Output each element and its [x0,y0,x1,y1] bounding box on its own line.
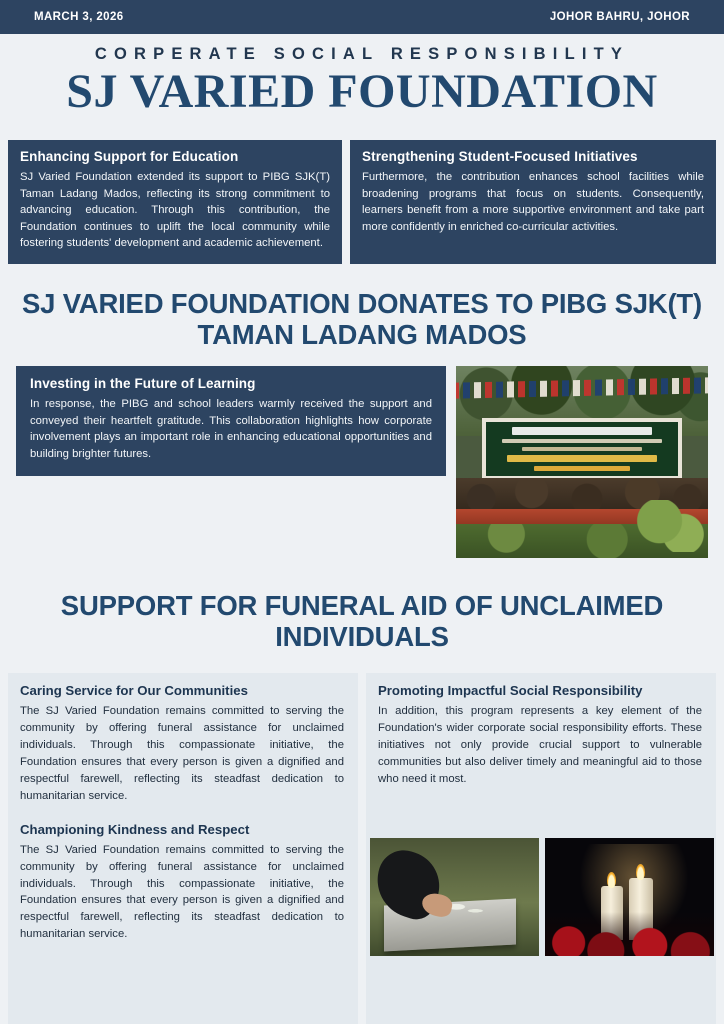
section-2-photo-pair [370,838,714,956]
signboard-line-3 [522,447,642,451]
masthead-kicker: CORPERATE SOCIAL RESPONSIBILITY [94,45,630,63]
championing-kindness-title: Championing Kindness and Respect [20,821,250,837]
masthead [0,34,724,117]
signboard-line-2 [502,439,662,443]
top-box-education [8,140,342,264]
top-box-education-title: Enhancing Support for Education [20,149,239,164]
issue-location: JOHOR BAHRU, JOHOR [549,11,690,23]
school-signboard-photo-art [456,366,708,558]
signboard-line-1 [512,427,652,435]
top-box-student-initiatives-body: Furthermore, the contribution enhances school facilities while broadening programs that focus on students. Consequently, learners benefit from a more supportive environment and take part more confidently in enriched co-curricular activities. [362,171,704,233]
top-box-education-body: SJ Varied Foundation extended its support to PIBG SJK(T) Taman Ladang Mados, reflecting its strong commitment to advancing education. Through this contribution, the Foundation continues to uplift the local community while fostering students' development and academic achievement. [20,171,330,250]
impactful-responsibility-title: Promoting Impactful Social Responsibility [378,683,643,698]
top-box-student-initiatives-title: Strengthening Student-Focused Initiatives [362,149,638,164]
red-roses [545,912,714,956]
section-1-box-title: Investing in the Future of Learning [30,376,256,391]
signboard-line-5 [534,466,630,471]
section-1-box [16,366,446,476]
top-boxes-row [8,140,716,264]
masthead-title: SJ VARIED FOUNDATION [66,65,658,118]
candle-flame-left [607,872,616,888]
championing-kindness-body: The SJ Varied Foundation remains committed to serving the community by offering funeral assistance for unclaimed individuals. Through this compassionate initiative, the Foundation ensures that every person is given a dignified and respectful farewell, reflecting its steadfast dedication to humanitarian service. [20,843,344,941]
school-signboard-photo [456,366,708,558]
section-2-heading: SUPPORT FOR FUNERAL AID OF UNCLAIMED INDIVIDUALS [60,590,664,653]
caring-service-title: Caring Service for Our Communities [20,683,248,698]
impactful-responsibility-body: In addition, this program represents a key element of the Foundation's wider corporate social responsibility efforts. These initiatives not only provide crucial support to vulnerable communities but also deliver timely and meaningful aid to those who need it most. [378,705,702,785]
section-1-box-body: In response, the PIBG and school leaders warmly received the support and conveyed their heartfelt gratitude. This collaboration highlights how corporate involvement plays an important role in enhancing educational opportunities and building brighter futures. [30,398,432,460]
caring-service-body: The SJ Varied Foundation remains committed to serving the community by offering funeral assistance for unclaimed individuals. Through this compassionate initiative, the Foundation ensures that every person is given a dignified and respectful farewell, reflecting its steadfast dedication to humanitarian service. [20,705,344,802]
signboard-line-4 [507,455,657,462]
candles-roses-photo [545,838,714,956]
top-bar [0,0,724,34]
candle-flame-right [636,864,645,880]
photo-signboard [482,418,682,480]
top-box-student-initiatives [350,140,716,264]
section-1-heading: SJ VARIED FOUNDATION DONATES TO PIBG SJK(T) TAMAN LADANG MADOS [22,288,702,351]
section-2-left-column [8,673,358,1024]
photo-bush [630,500,704,552]
grave-flowers-photo [370,838,539,956]
issue-date: MARCH 3, 2026 [34,11,124,23]
